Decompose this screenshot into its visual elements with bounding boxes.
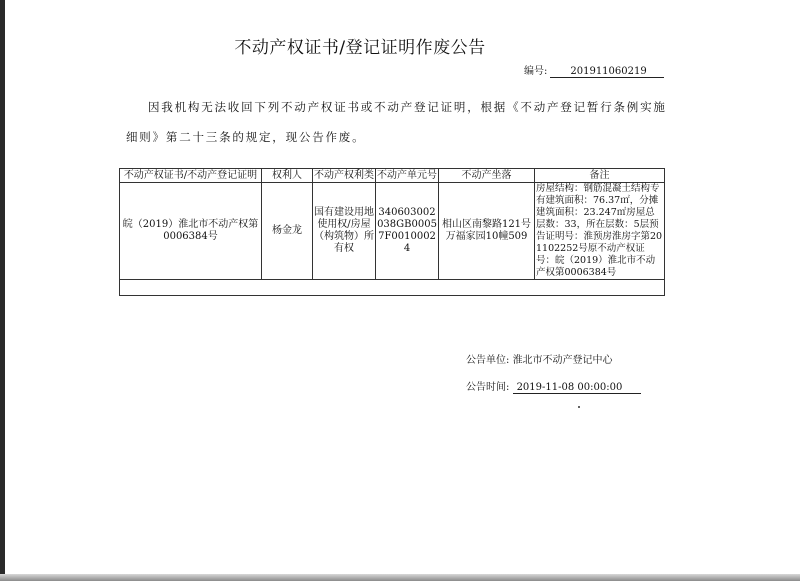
footer-unit [466,351,613,366]
footer-time-label: 公告时间: [466,382,510,393]
cell-owner: 杨金龙 [262,183,313,280]
table-row [120,183,665,280]
col-header-location: 不动产坐落 [439,169,535,183]
footer-time [466,378,641,394]
doc-number-value: 201911060219 [550,66,664,78]
scan-bottom-edge [0,574,800,581]
scan-left-edge [0,0,5,581]
notice-table [119,168,665,296]
table-header-row [120,169,665,183]
col-header-certificate: 不动产权证书/不动产登记证明 [120,169,262,183]
footer-time-value: 2019-11-08 00:00:00 [513,382,641,394]
cell-right-type: 国有建设用地使用权/房屋（构筑物）所有权 [313,183,376,280]
notice-body-text: 因我机构无法收回下列不动产权证书或不动产登记证明，根据《不动产登记暂行条例实施细则》第二十三条的规定，现公告作废。 [126,100,667,144]
cell-location: 相山区南黎路121号万福家园10幢509 [439,183,535,280]
col-header-remarks: 备注 [535,169,665,183]
cell-remarks: 房屋结构：钢筋混凝土结构专有建筑面积：76.37㎡，分摊建筑面积：23.247㎡房屋总层数：33，所在层数：5层预告证明号：淮预房淮房字第201102252号原不动产权证号：皖（2019）淮北市不动产权第0006384号 [535,183,665,280]
col-header-owner: 权利人 [262,169,313,183]
table-row-empty [120,280,665,296]
notice-paragraph [126,92,674,152]
doc-number-label: 编号: [524,66,548,77]
page-title: 不动产权证书/登记证明作废公告 [234,38,486,58]
scan-speck [578,406,580,408]
footer-unit-label: 公告单位: [466,355,510,366]
empty-cell [120,280,665,296]
col-header-right-type: 不动产权利类 [314,169,374,181]
cell-unit-number: 340603002038GB00057F00100024 [376,183,439,280]
cell-certificate: 皖（2019）淮北市不动产权第0006384号 [120,183,262,280]
doc-number [524,62,664,78]
footer-unit-value: 淮北市不动产登记中心 [512,355,613,366]
col-header-unit-number: 不动产单元号 [377,169,437,181]
